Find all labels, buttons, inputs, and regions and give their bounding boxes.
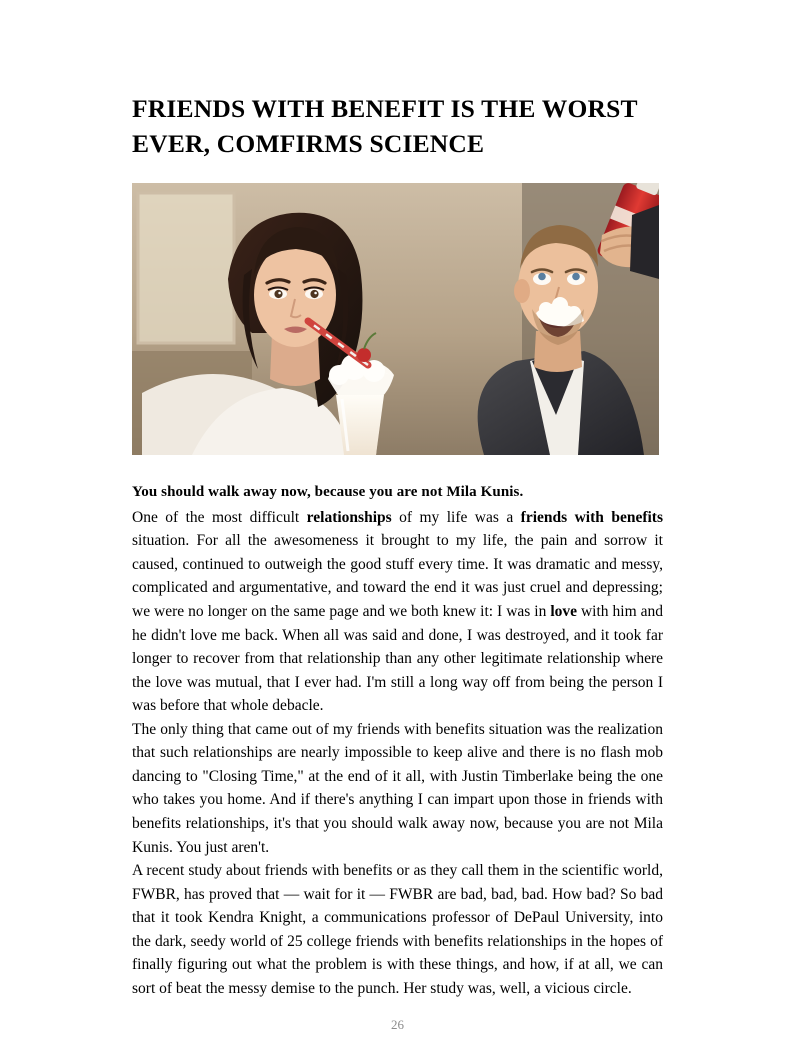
article-lede: You should walk away now, because you are not Mila Kunis. xyxy=(132,484,524,501)
article-paragraph-2: The only thing that came out of my friends with benefits situation was the realization that such relationships are nearly impossible to keep alive and there is no flash mob dancing to "Closing Time," at the end of it all, with Justin Timberlake being the one who takes you home. And if there's anything I can impart upon those in friends with benefits relationships, it's that you should walk away now, because you are not Mila Kunis. You just aren't. xyxy=(132,720,663,856)
hero-photo-illustration xyxy=(132,183,659,455)
page-content xyxy=(132,92,663,1000)
article-paragraph-3: A recent study about friends with benefits or as they call them in the scientific world, FWBR, has proved that — wait for it — FWBR are bad, bad, bad. How bad? So bad that it took Kendra Knight, a communications professor of DePaul University, into the dark, seedy world of 25 college friends with benefits relationships in the hopes of finally figuring out what the problem is with these things, and how, if at all, we can sort of beat the messy demise to the punch. Her study was, well, a vicious circle. xyxy=(132,862,663,997)
page-number: 26 xyxy=(391,1017,404,1032)
page-title: FRIENDS WITH BENEFIT IS THE WORST EVER, COMFIRMS SCIENCE xyxy=(132,94,638,158)
article-paragraph-1: One of the most difficult relationships of my life was a friends with benefits situation. For all the awesomeness it brought to my life, the pain and sorrow it caused, continued to outweigh the good stuff every time. It was dramatic and messy, complicated and argumentative, and toward the end it was just cruel and depressing; we were no longer on the same page and we both knew it: I was in love with him and he didn't love me back. When all was said and done, I was destroyed, and it took far longer to recover from that relationship than any other legitimate relationship where the love was mutual, that I ever had. I'm still a long way off from being the person I was before that whole debacle. xyxy=(132,508,663,715)
article-hero-photo xyxy=(132,183,659,455)
